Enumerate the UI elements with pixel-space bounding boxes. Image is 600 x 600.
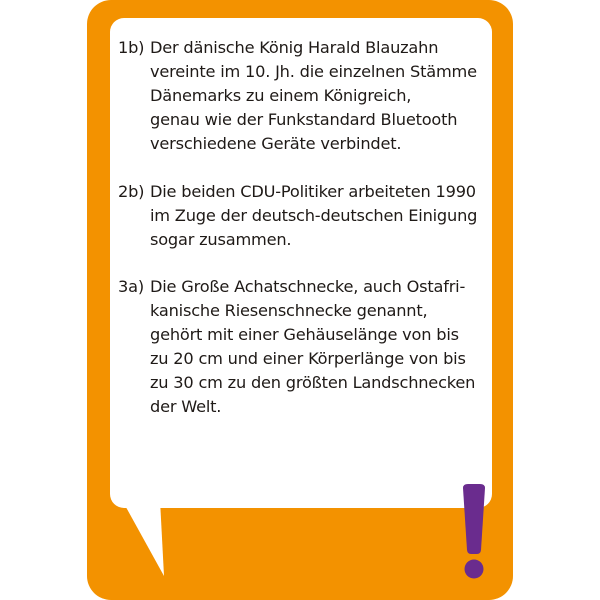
answer-line: verschiedene Geräte verbindet.	[150, 134, 402, 153]
answer-line: gehört mit einer Gehäuselänge von bis	[150, 325, 459, 344]
answer-3	[118, 275, 488, 419]
exclamation-mark-icon	[459, 484, 489, 580]
answer-text	[150, 36, 488, 156]
answer-label: 1b)	[118, 38, 145, 57]
answer-line: Dänemarks zu einem Königreich,	[150, 86, 412, 105]
answers-list	[118, 36, 488, 443]
answer-line: zu 30 cm zu den größten Landschnecken	[150, 373, 476, 392]
answer-line: kanische Riesenschnecke genannt,	[150, 301, 428, 320]
answer-text	[150, 275, 488, 419]
answer-line: zu 20 cm und einer Körperlänge von bis	[150, 349, 466, 368]
answer-line: sogar zusammen.	[150, 229, 292, 249]
answer-line: der Welt.	[150, 397, 222, 416]
answer-line: im Zuge der deutsch-deutschen Einigung	[150, 205, 478, 225]
answer-line: genau wie der Funkstandard Bluetooth	[150, 110, 458, 129]
answer-line: vereinte im 10. Jh. die einzelnen Stämme	[150, 62, 477, 81]
answer-line: Der dänische König Harald Blauzahn	[150, 38, 439, 57]
answer-label: 2b)	[118, 181, 145, 201]
answer-2	[118, 180, 488, 252]
answer-1	[118, 36, 488, 156]
answer-line: Die beiden CDU-Politiker arbeiteten 1990	[150, 181, 476, 201]
answer-line: Die Große Achatschnecke, auch Ostafri-	[150, 277, 466, 296]
answer-label: 3a)	[118, 277, 144, 296]
answer-text	[150, 180, 488, 252]
